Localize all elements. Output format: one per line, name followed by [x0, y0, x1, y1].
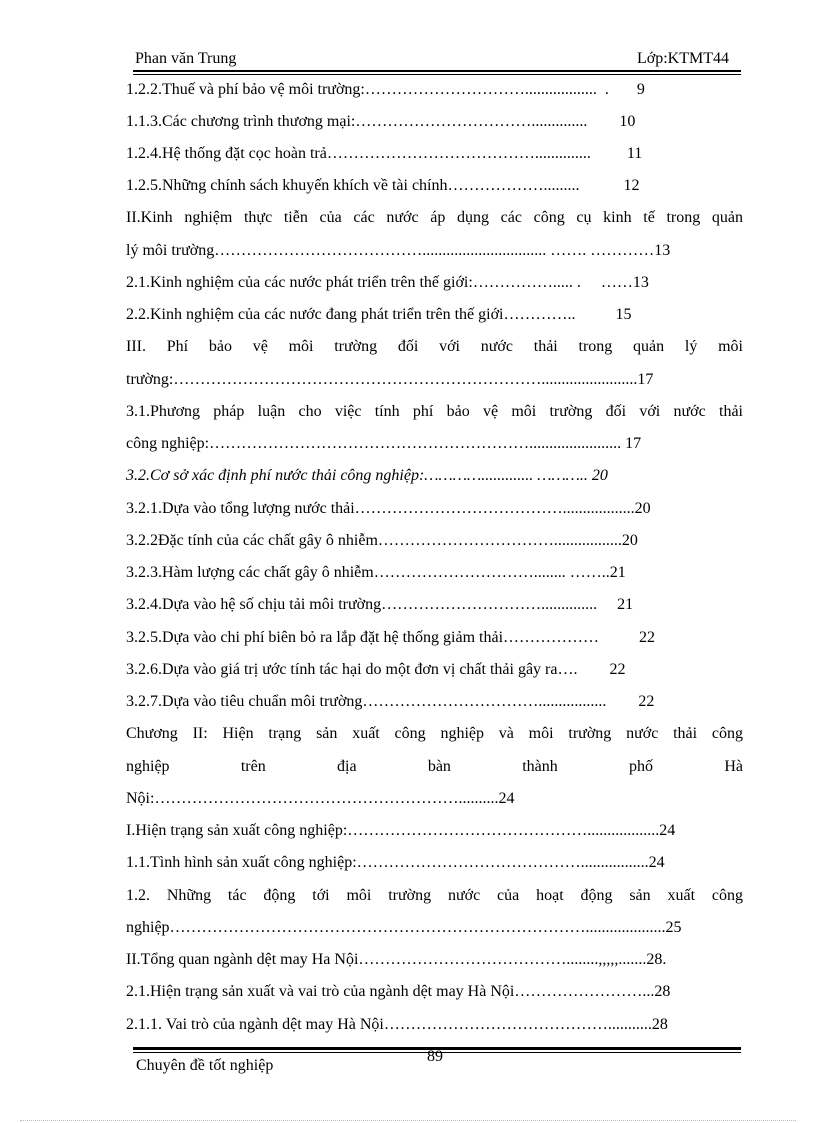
- toc-entry: 3.2.4.Dựa vào hệ số chịu tải môi trường………………………….............. 21: [126, 596, 634, 613]
- toc-entry: 1.2.2.Thuế và phí bảo vệ môi trường:………………………….................. . 9: [126, 81, 645, 98]
- toc-entry: 3.2.2Đặc tính của các chất gây ô nhiễm…………………………….................20: [126, 532, 638, 549]
- toc-entry: 1.1.Tình hình sản xuất công nghiệp:…………………………………….................24: [126, 854, 665, 871]
- page-header: [133, 50, 739, 70]
- header-class: Lớp:KTMT44: [636, 50, 729, 67]
- toc-entry: Chương II: Hiện trạng sản xuất công nghiệp và môi trường nước thải công: [126, 725, 743, 742]
- toc-entry: 3.2.7.Dựa vào tiêu chuẩn môi trường……………………………................. 22: [126, 693, 655, 710]
- toc-entry: 1.2.4.Hệ thống đặt cọc hoàn trả………………………………….............. 11: [126, 145, 643, 162]
- toc-entry: 2.1.1. Vai trò của ngành dệt may Hà Nội……………………………………...........28: [126, 1016, 668, 1033]
- toc-entry: III. Phí bảo vệ môi trường đối với nước thải trong quản lý môi: [126, 338, 743, 355]
- toc-entry: 3.2.3.Hàm lượng các chất gây ô nhiễm…………………………........ ……..21: [126, 564, 626, 581]
- toc-entry: 3.2.Cơ sở xác định phí nước thải công nghiệp:…………............. ……….. 20: [126, 467, 608, 484]
- page-bottom-divider: [20, 1120, 796, 1121]
- footer-title: Chuyên đề tốt nghiệp: [136, 1057, 274, 1074]
- toc-entry: Nội:…………………………………………………..........24: [126, 790, 515, 807]
- toc-entry: nghiệp trên địa bàn thành phố Hà: [126, 758, 743, 775]
- toc-entry: trường:……………………………………………………………........................17: [126, 371, 654, 388]
- toc-entry: 2.2.Kinh nghiệm của các nước đang phát triển trên thế giới………….. 15: [126, 306, 632, 323]
- toc-entry: 1.2.5.Những chính sách khuyến khích về tài chính………………......... 12: [126, 177, 640, 194]
- toc-entry: 1.2. Những tác động tới môi trường nước của hoạt động sản xuất công: [126, 887, 743, 904]
- toc-entry: 3.2.6.Dựa vào giá trị ước tính tác hại do một đơn vị chất thải gây ra…. 22: [126, 661, 626, 678]
- toc-entry: II.Kinh nghiệm thực tiễn của các nước áp dụng các công cụ kinh tế trong quản: [126, 209, 743, 226]
- page-number: 89: [427, 1048, 443, 1065]
- toc-entry: I.Hiện trạng sản xuất công nghiệp:………………………………………..................24: [126, 822, 676, 839]
- toc-entry: 3.2.5.Dựa vào chi phí biên bỏ ra lắp đặt hệ thống giảm thải……………… 22: [126, 629, 656, 646]
- header-rule-thin: [133, 74, 741, 75]
- toc-entry: II.Tổng quan ngành dệt may Ha Nội…………………………………........,,,,,.......28.: [126, 951, 667, 968]
- toc-entry: công nghiệp:……………………………………………………....................... 17: [126, 435, 642, 452]
- toc-entry: nghiệp……………………………………………………………………....................25: [126, 919, 682, 936]
- toc-entry: 2.1.Hiện trạng sản xuất và vai trò của ngành dệt may Hà Nội……………………...28: [126, 983, 671, 1000]
- header-rule: [133, 70, 741, 72]
- toc-entry: 3.2.1.Dựa vào tổng lượng nước thải…………………………………..................20: [126, 500, 651, 517]
- toc-entry: 3.1.Phương pháp luận cho việc tính phí bảo vệ môi trường đối với nước thải: [126, 403, 743, 420]
- header-author: Phan văn Trung: [135, 50, 237, 67]
- toc-entry: lý môi trường…………………………………............................... ……. …………13: [126, 242, 671, 259]
- toc-entry: 2.1.Kinh nghiệm của các nước phát triển trên thế giới:……………..... . ……13: [126, 274, 649, 291]
- toc-entry: 1.1.3.Các chương trình thương mại:…………………………….............. 10: [126, 113, 636, 130]
